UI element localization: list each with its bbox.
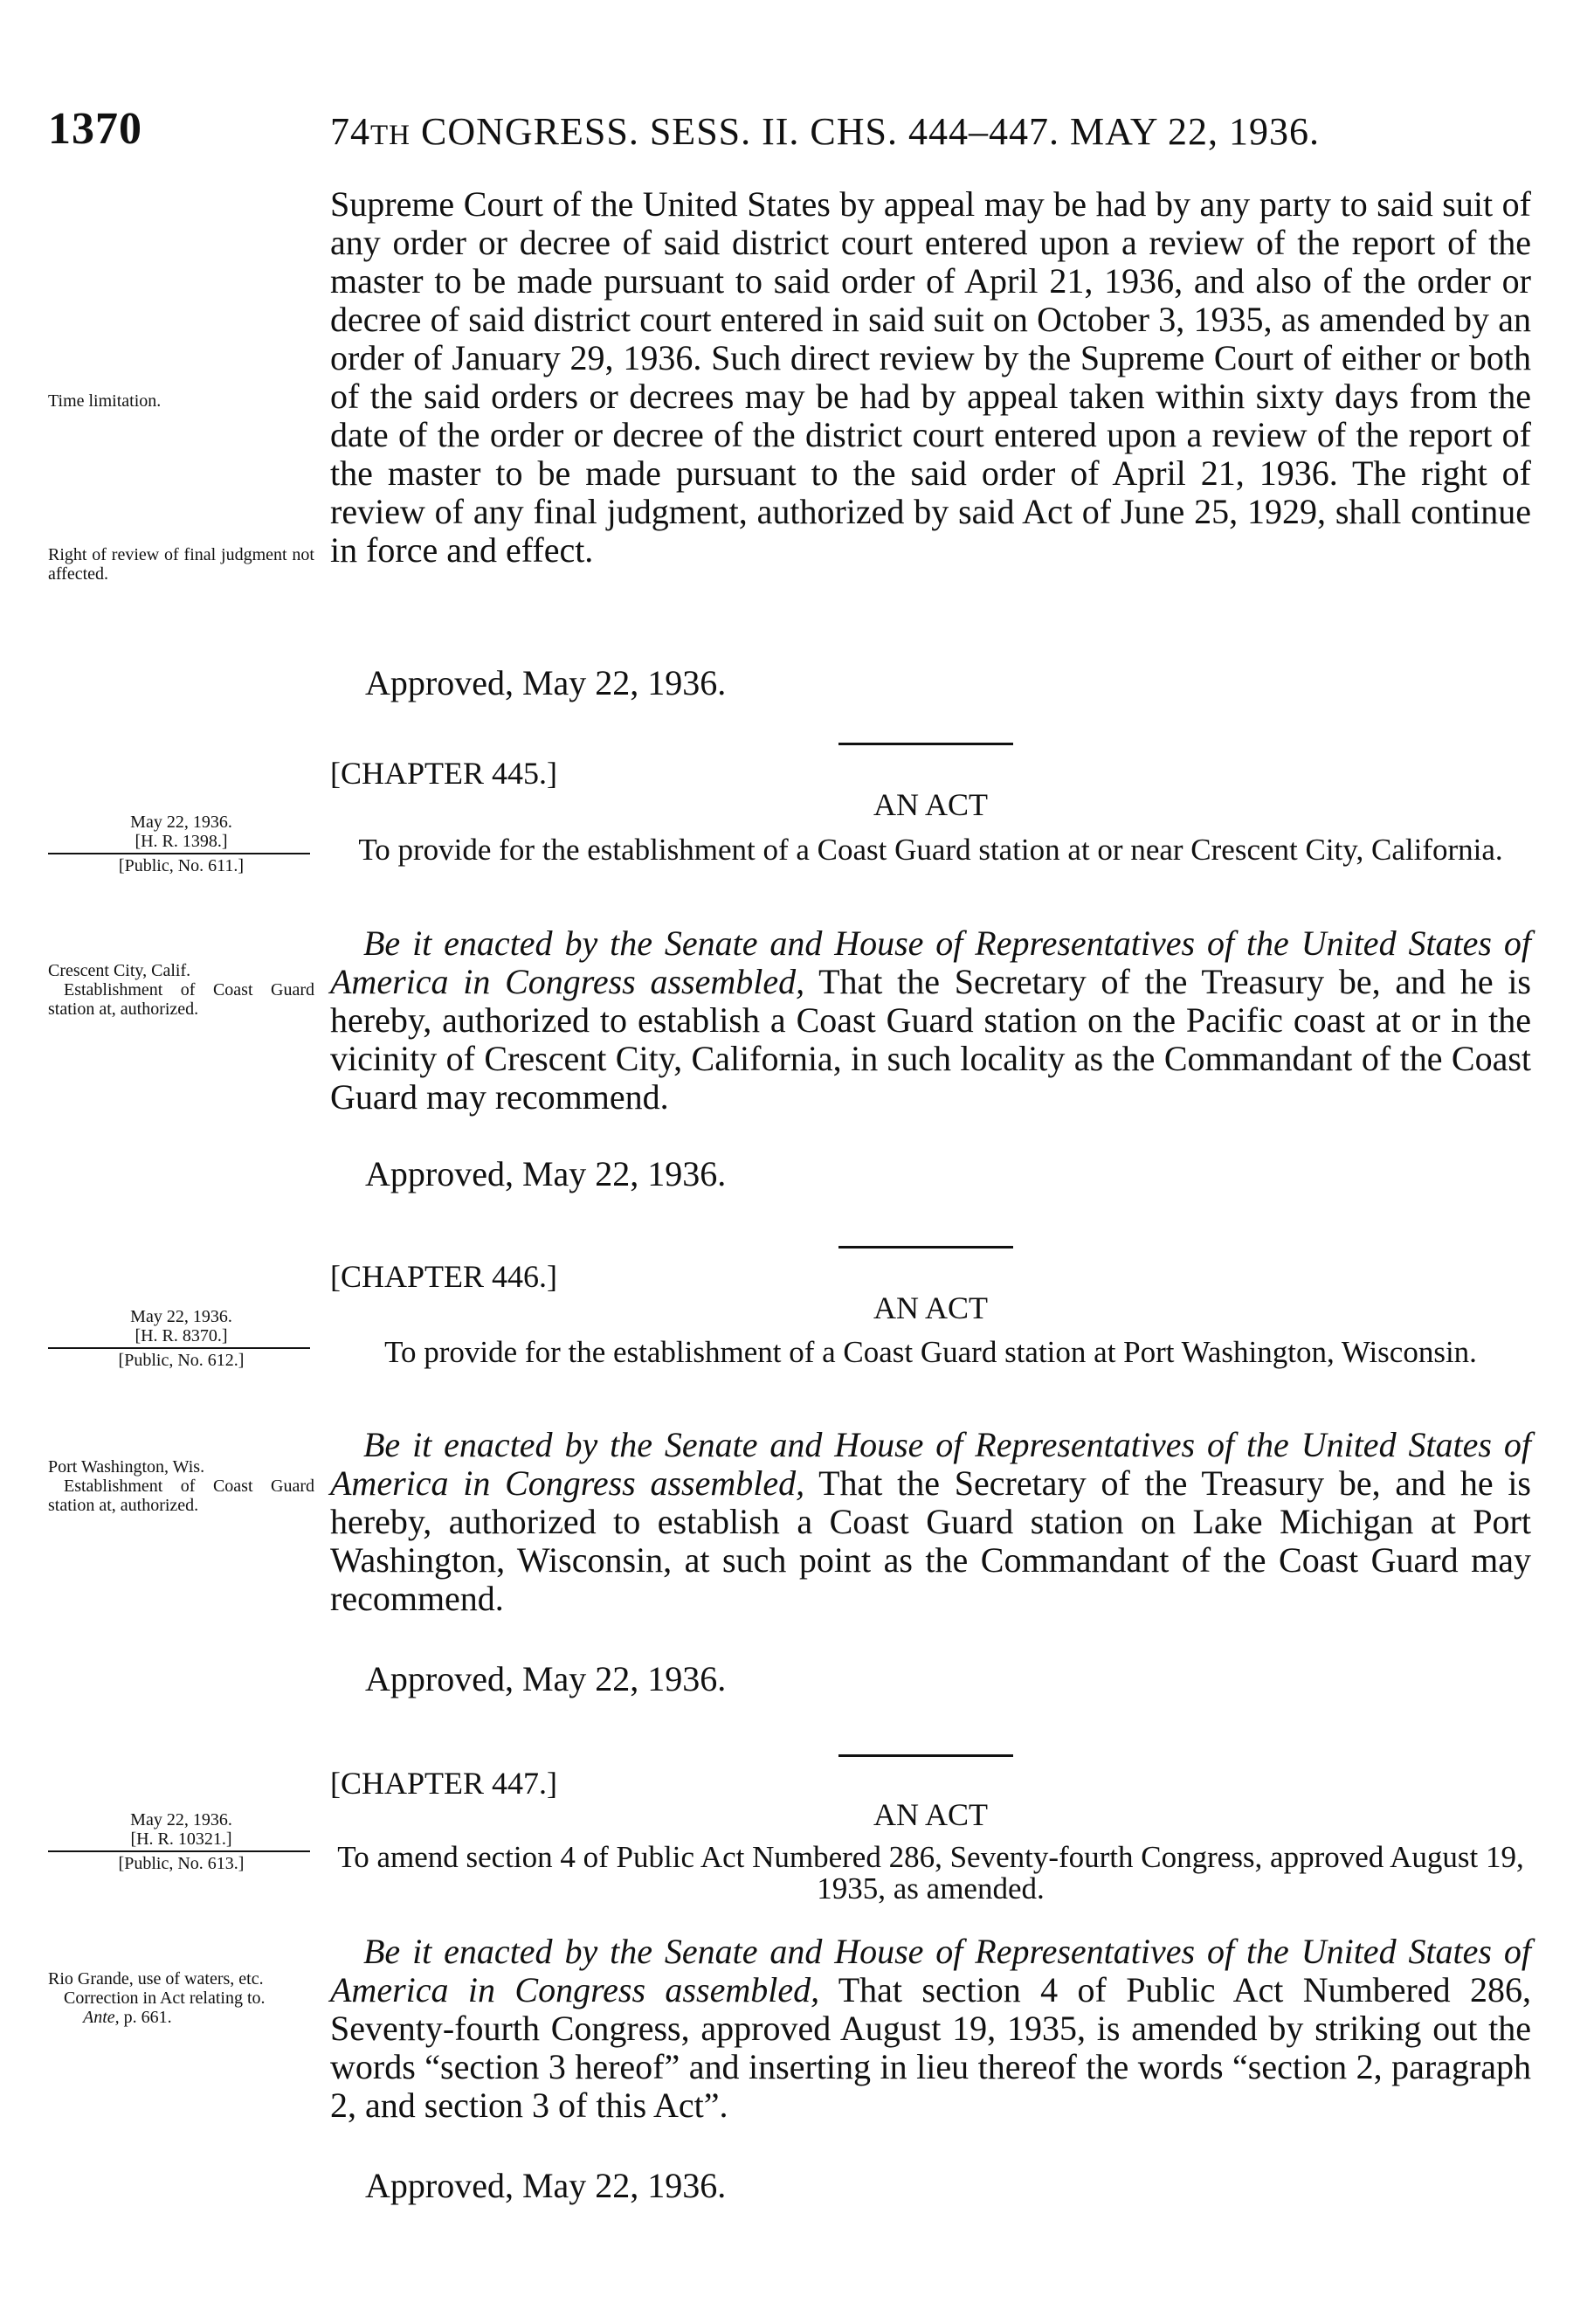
act-body: That the Secretary of the Treasury be, and he is hereby, authorized to establish a Coast Guard station on the Pacific coast at or in the vicinity of Crescent City, California, in such locality as the Commandant of the Coast Guard may recommend. — [330, 962, 1532, 1117]
running-head — [330, 109, 1320, 154]
margin-public: [Public, No. 613.] — [118, 1854, 245, 1873]
margin-divider — [48, 1850, 310, 1852]
enacting-clause: Be it enacted by the Senate and House of Representatives of the United States of America in Congress assembled, — [330, 1425, 1531, 1503]
margin-subtopic: Correction in Act relating to. — [64, 1989, 266, 2008]
margin-bill: [H. R. 8370.] — [135, 1326, 228, 1345]
margin-subject-note — [48, 1457, 314, 1515]
margin-date: May 22, 1936. — [130, 1810, 232, 1829]
margin-right-text: Right of review of final judgment not affected. — [48, 545, 314, 584]
page-number: 1370 — [48, 104, 142, 154]
act-title: To amend section 4 of Public Act Numbered 286, Seventy-fourth Congress, approved August 19, 1935, as amended. — [337, 1840, 1524, 1906]
act-body: That the Secretary of the Treasury be, and he is hereby, authorized to establish a Coast Guard station on Lake Michigan at Port Washington, Wisconsin, at such point as the Commandant of the Coast Guard may recommend. — [330, 1463, 1532, 1618]
margin-subtopic: Establishment of Coast Guard station at, authorized. — [48, 1477, 314, 1515]
an-act-heading: AN ACT — [873, 1797, 988, 1832]
margin-ref-page: p. 661. — [119, 2008, 172, 2027]
act-approved: Approved, May 22, 1936. — [365, 1659, 727, 1698]
act-title: To provide for the establishment of a Coast Guard station at or near Crescent City, California. — [358, 833, 1503, 867]
section-rule — [838, 1246, 1013, 1248]
enacting-clause: Be it enacted by the Senate and House of Representatives of the United States of America in Congress assembled, — [330, 1932, 1531, 2009]
margin-subject-note — [48, 961, 314, 1019]
running-head-text: CONGRESS. SESS. II. CHS. 444–447. MAY 22, 1936. — [411, 110, 1321, 153]
margin-bill: [H. R. 10321.] — [130, 1829, 232, 1849]
an-act-heading: AN ACT — [873, 787, 988, 822]
margin-subtopic: Establishment of Coast Guard station at, authorized. — [48, 980, 314, 1019]
chapter-heading: [CHAPTER 446.] — [330, 1259, 557, 1294]
margin-note-time-limitation — [48, 391, 314, 411]
enacting-clause: Be it enacted by the Senate and House of Representatives of the United States of America in Congress assembled, — [330, 923, 1531, 1001]
margin-note-right-of-review — [48, 545, 314, 584]
margin-act-info — [48, 1307, 314, 1370]
act-approved: Approved, May 22, 1936. — [365, 1154, 727, 1193]
margin-bill: [H. R. 1398.] — [135, 832, 228, 851]
continuation-paragraph: Supreme Court of the United States by appeal may be had by any party to said suit of any order or decree of said district court entered upon a review of the report of the master to be made pursuant to said order of April 21, 1936, and also of the order or decree of said district court entered in said suit on October 3, 1935, as amended by an order of January 29, 1936. Such direct review by the Supreme Court of either or both of the said orders or decrees may be had by appeal taken within sixty days from the date of the order or decree of the district court entered upon a review of the report of the master to be made pursuant to the said order of April 21, 1936. The right of review of any final judgment, authorized by said Act of June 25, 1929, shall continue in force and effect. — [330, 184, 1531, 570]
margin-divider — [48, 1347, 310, 1349]
act-body: That section 4 of Public Act Numbered 286, Seventy-fourth Congress, approved August 19, 1935, is amended by striking out the words “section 3 hereof” and inserting in lieu thereof the words “section 2, paragraph 2, and section 3 of this Act”. — [330, 1970, 1531, 2125]
act-paragraph — [330, 1933, 1531, 2125]
margin-divider — [48, 853, 310, 854]
margin-ref-ante: Ante, — [83, 2008, 120, 2027]
act-paragraph — [330, 924, 1531, 1117]
margin-act-info — [48, 813, 314, 875]
margin-reference — [48, 2008, 314, 2027]
margin-topic: Port Washington, Wis. — [48, 1457, 205, 1477]
margin-topic: Rio Grande, use of waters, etc. — [48, 1969, 264, 1989]
margin-act-info — [48, 1810, 314, 1873]
margin-public: [Public, No. 612.] — [118, 1351, 245, 1370]
margin-public: [Public, No. 611.] — [118, 856, 245, 875]
running-head-ordinal: TH — [370, 120, 411, 151]
margin-date: May 22, 1936. — [130, 813, 232, 832]
act-title: To provide for the establishment of a Coast Guard station at Port Washington, Wisconsin. — [384, 1335, 1477, 1369]
margin-topic: Crescent City, Calif. — [48, 961, 191, 980]
section-rule — [838, 743, 1013, 745]
an-act-heading: AN ACT — [873, 1290, 988, 1325]
chapter-heading: [CHAPTER 445.] — [330, 756, 557, 791]
act-paragraph — [330, 1426, 1531, 1618]
margin-time-text: Time limitation. — [48, 391, 162, 411]
act-text-block — [330, 1426, 1531, 1618]
act-text-block — [330, 924, 1531, 1117]
continuation-approved: Approved, May 22, 1936. — [365, 663, 727, 702]
running-head-number: 74 — [330, 110, 370, 153]
continuation-text-block — [330, 185, 1531, 570]
margin-subject-note — [48, 1969, 314, 2027]
act-text-block — [330, 1933, 1531, 2125]
margin-date: May 22, 1936. — [130, 1307, 232, 1326]
section-rule — [838, 1754, 1013, 1757]
chapter-heading: [CHAPTER 447.] — [330, 1766, 557, 1801]
act-approved: Approved, May 22, 1936. — [365, 2166, 727, 2205]
